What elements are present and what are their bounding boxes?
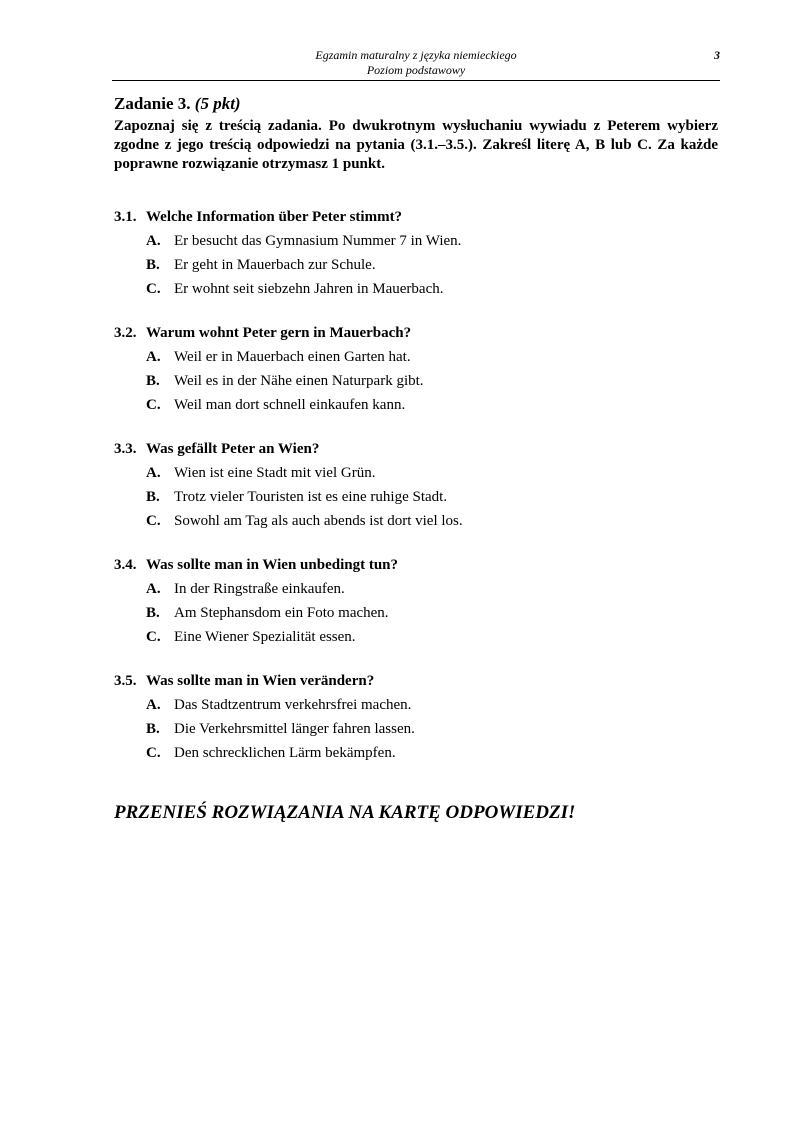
- option-letter: B.: [146, 373, 160, 389]
- option-text: Sowohl am Tag als auch abends ist dort viel los.: [174, 513, 463, 529]
- option-text: Er geht in Mauerbach zur Schule.: [174, 257, 376, 273]
- question-3-5: [114, 669, 718, 765]
- transfer-answers-instruction: PRZENIEŚ ROZWIĄZANIA NA KARTĘ ODPOWIEDZI!: [114, 802, 576, 823]
- option-text: Weil man dort schnell einkaufen kann.: [174, 397, 406, 413]
- question-number: 3.5.: [114, 673, 137, 689]
- question-number: 3.2.: [114, 325, 137, 341]
- option-text: Weil er in Mauerbach einen Garten hat.: [174, 349, 411, 365]
- question-3-4: [114, 553, 718, 649]
- question-prompt: Was gefällt Peter an Wien?: [146, 441, 320, 457]
- option-b[interactable]: [114, 717, 718, 741]
- question-prompt: Was sollte man in Wien unbedingt tun?: [146, 557, 399, 573]
- question-3-3: [114, 437, 718, 533]
- question-text: [114, 553, 718, 577]
- option-c[interactable]: [114, 277, 718, 301]
- option-letter: B.: [146, 489, 160, 505]
- option-text: Das Stadtzentrum verkehrsfrei machen.: [174, 697, 412, 713]
- option-letter: C.: [146, 281, 161, 297]
- option-letter: A.: [146, 697, 161, 713]
- option-text: In der Ringstraße einkaufen.: [174, 581, 345, 597]
- question-number: 3.3.: [114, 441, 137, 457]
- option-letter: A.: [146, 465, 161, 481]
- question-3-2: [114, 321, 718, 417]
- task-title: [114, 93, 241, 115]
- option-b[interactable]: [114, 601, 718, 625]
- question-prompt: Warum wohnt Peter gern in Mauerbach?: [146, 325, 412, 341]
- question-prompt: Welche Information über Peter stimmt?: [146, 209, 403, 225]
- option-text: Am Stephansdom ein Foto machen.: [174, 605, 389, 621]
- option-text: Eine Wiener Spezialität essen.: [174, 629, 356, 645]
- option-text: Er wohnt seit siebzehn Jahren in Mauerbach.: [174, 281, 444, 297]
- question-text: [114, 205, 718, 229]
- option-letter: A.: [146, 233, 161, 249]
- question-number: 3.4.: [114, 557, 137, 573]
- option-text: Wien ist eine Stadt mit viel Grün.: [174, 465, 376, 481]
- task-points: (5 pkt): [194, 94, 241, 113]
- option-text: Den schrecklichen Lärm bekämpfen.: [174, 745, 396, 761]
- question-3-1: [114, 205, 718, 301]
- page-header: [112, 46, 720, 81]
- option-a[interactable]: [114, 693, 718, 717]
- option-b[interactable]: [114, 369, 718, 393]
- option-c[interactable]: [114, 741, 718, 765]
- task-instructions: Zapoznaj się z treścią zadania. Po dwukrotnym wysłuchaniu wywiadu z Peterem wybierz zgodne z jego treścią odpowiedzi na pytania (3.1.–3.5.). Zakreśl literę A, B lub C. Za każde poprawne rozwiązanie otrzymasz 1 punkt.: [114, 118, 718, 172]
- question-number: 3.1.: [114, 209, 137, 225]
- option-letter: B.: [146, 721, 160, 737]
- page-number: 3: [714, 48, 720, 62]
- option-a[interactable]: [114, 577, 718, 601]
- option-letter: C.: [146, 513, 161, 529]
- task-title-text: Zadanie 3.: [114, 94, 191, 113]
- option-c[interactable]: [114, 625, 718, 649]
- option-text: Die Verkehrsmittel länger fahren lassen.: [174, 721, 415, 737]
- option-letter: B.: [146, 605, 160, 621]
- option-letter: B.: [146, 257, 160, 273]
- option-a[interactable]: [114, 461, 718, 485]
- option-a[interactable]: [114, 229, 718, 253]
- option-text: Weil es in der Nähe einen Naturpark gibt.: [174, 373, 424, 389]
- option-letter: C.: [146, 629, 161, 645]
- option-b[interactable]: [114, 253, 718, 277]
- question-prompt: Was sollte man in Wien verändern?: [146, 673, 375, 689]
- header-exam-title: Egzamin maturalny z języka niemieckiego: [315, 48, 517, 62]
- question-text: [114, 321, 718, 345]
- question-text: [114, 669, 718, 693]
- option-letter: A.: [146, 581, 161, 597]
- option-letter: C.: [146, 745, 161, 761]
- option-a[interactable]: [114, 345, 718, 369]
- option-letter: C.: [146, 397, 161, 413]
- option-text: Er besucht das Gymnasium Nummer 7 in Wien.: [174, 233, 462, 249]
- option-text: Trotz vieler Touristen ist es eine ruhige Stadt.: [174, 489, 448, 505]
- option-c[interactable]: [114, 509, 718, 533]
- option-b[interactable]: [114, 485, 718, 509]
- question-text: [114, 437, 718, 461]
- header-level: Poziom podstawowy: [366, 63, 466, 77]
- option-c[interactable]: [114, 393, 718, 417]
- option-letter: A.: [146, 349, 161, 365]
